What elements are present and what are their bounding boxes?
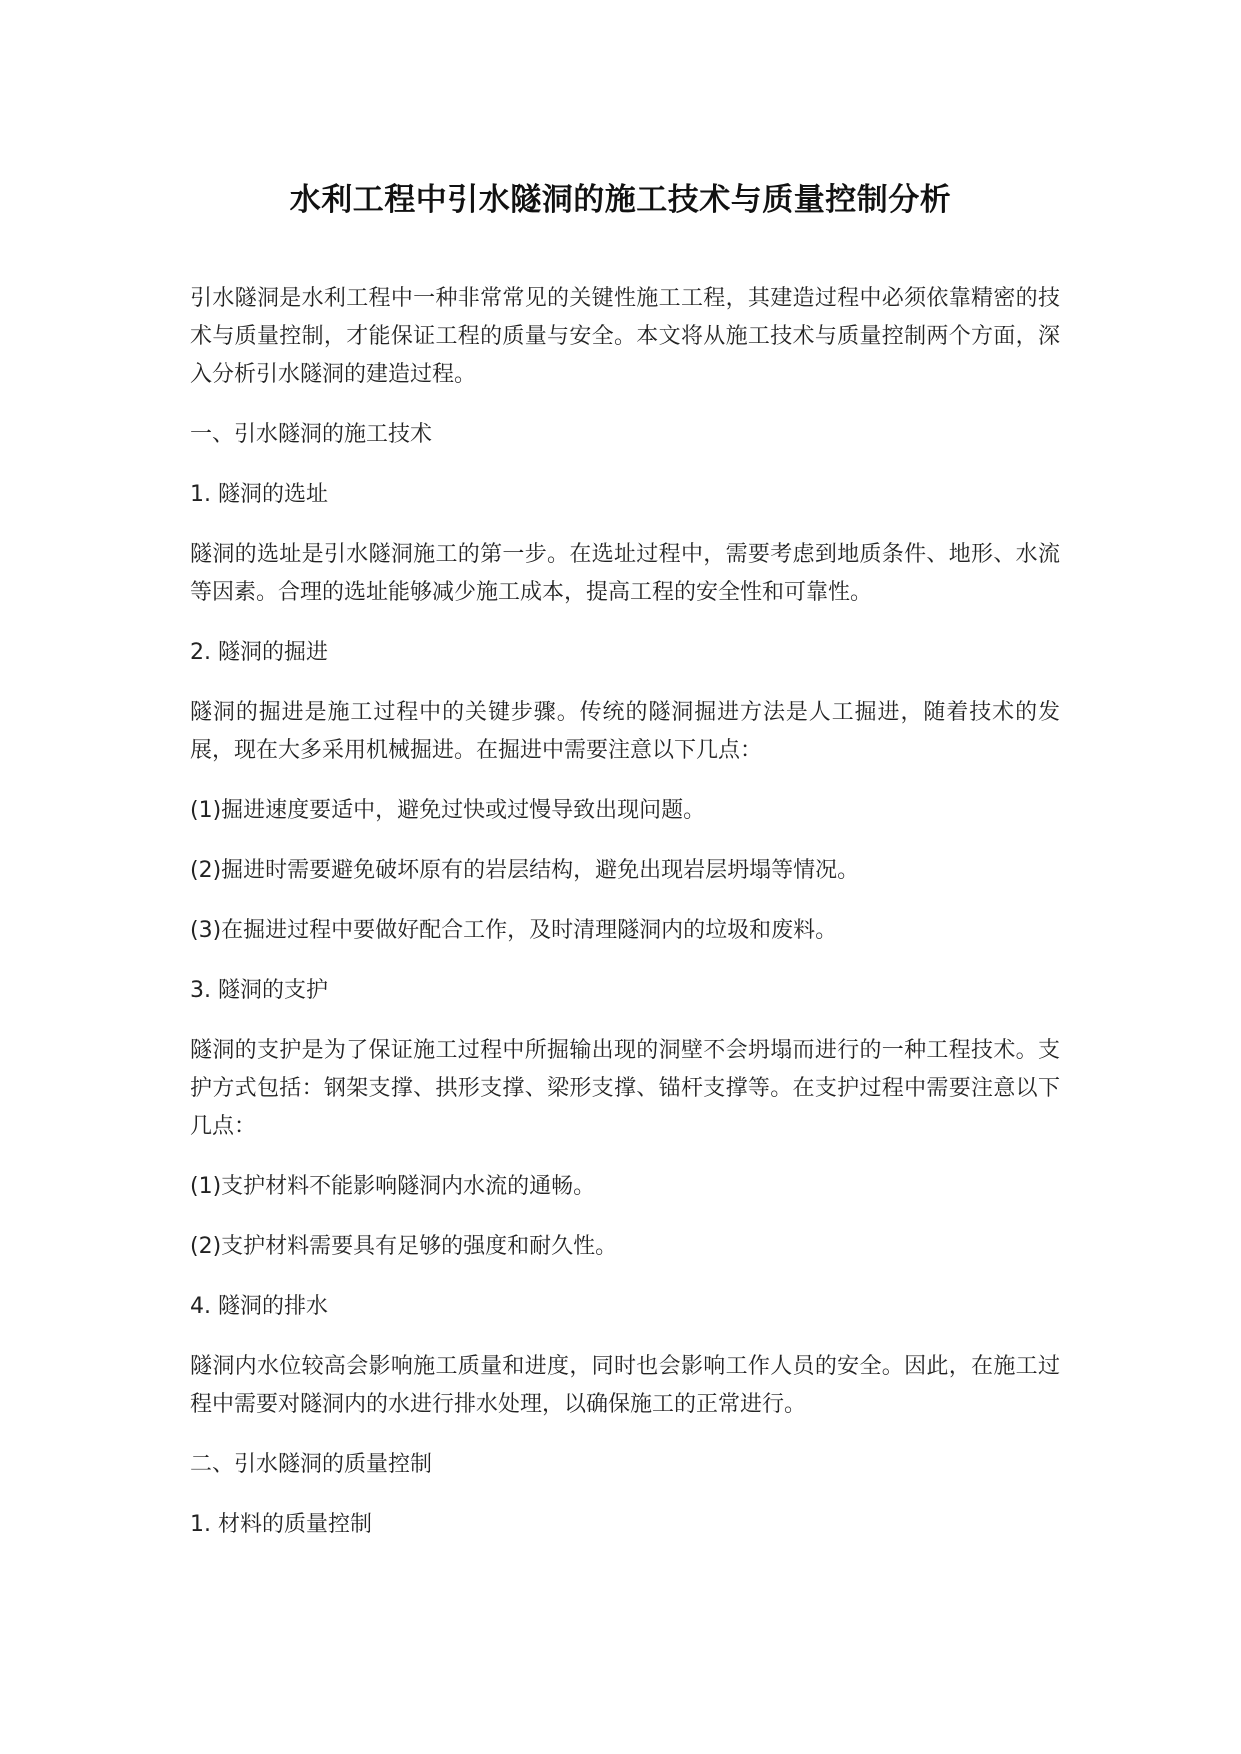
body-paragraph: (1)支护材料不能影响隧洞内水流的通畅。: [190, 1174, 596, 1199]
body-paragraph: (1)掘进速度要适中，避免过快或过慢导致出现问题。: [190, 798, 706, 823]
document-body: [190, 280, 1060, 1566]
section-heading: 一、引水隧洞的施工技术: [190, 422, 433, 447]
body-paragraph: 隧洞内水位较高会影响施工质量和进度，同时也会影响工作人员的安全。因此，在施工过程中需要对隧洞内的水进行排水处理，以确保施工的正常进行。: [190, 1354, 1060, 1417]
section-heading: 4. 隧洞的排水: [190, 1294, 328, 1319]
body-paragraph: 隧洞的支护是为了保证施工过程中所掘输出现的洞壁不会坍塌而进行的一种工程技术。支护方式包括：钢架支撑、拱形支撑、梁形支撑、锚杆支撑等。在支护过程中需要注意以下几点：: [190, 1038, 1060, 1139]
document-title: 水利工程中引水隧洞的施工技术与质量控制分析: [289, 182, 952, 218]
body-paragraph: 隧洞的选址是引水隧洞施工的第一步。在选址过程中，需要考虑到地质条件、地形、水流等因素。合理的选址能够减少施工成本，提高工程的安全性和可靠性。: [190, 542, 1060, 605]
section-heading: 1. 隧洞的选址: [190, 482, 328, 507]
body-paragraph: 引水隧洞是水利工程中一种非常常见的关键性施工工程，其建造过程中必须依靠精密的技术与质量控制，才能保证工程的质量与安全。本文将从施工技术与质量控制两个方面，深入分析引水隧洞的建造过程。: [190, 286, 1060, 387]
section-heading: 二、引水隧洞的质量控制: [190, 1452, 433, 1477]
body-paragraph: (2)掘进时需要避免破坏原有的岩层结构，避免出现岩层坍塌等情况。: [190, 858, 860, 883]
section-heading: 2. 隧洞的掘进: [190, 640, 328, 665]
section-heading: 3. 隧洞的支护: [190, 978, 328, 1003]
body-paragraph: 隧洞的掘进是施工过程中的关键步骤。传统的隧洞掘进方法是人工掘进，随着技术的发展，现在大多采用机械掘进。在掘进中需要注意以下几点：: [190, 700, 1060, 763]
section-heading: 1. 材料的质量控制: [190, 1512, 372, 1537]
body-paragraph: (3)在掘进过程中要做好配合工作，及时清理隧洞内的垃圾和废料。: [190, 918, 838, 943]
body-paragraph: (2)支护材料需要具有足够的强度和耐久性。: [190, 1234, 618, 1259]
